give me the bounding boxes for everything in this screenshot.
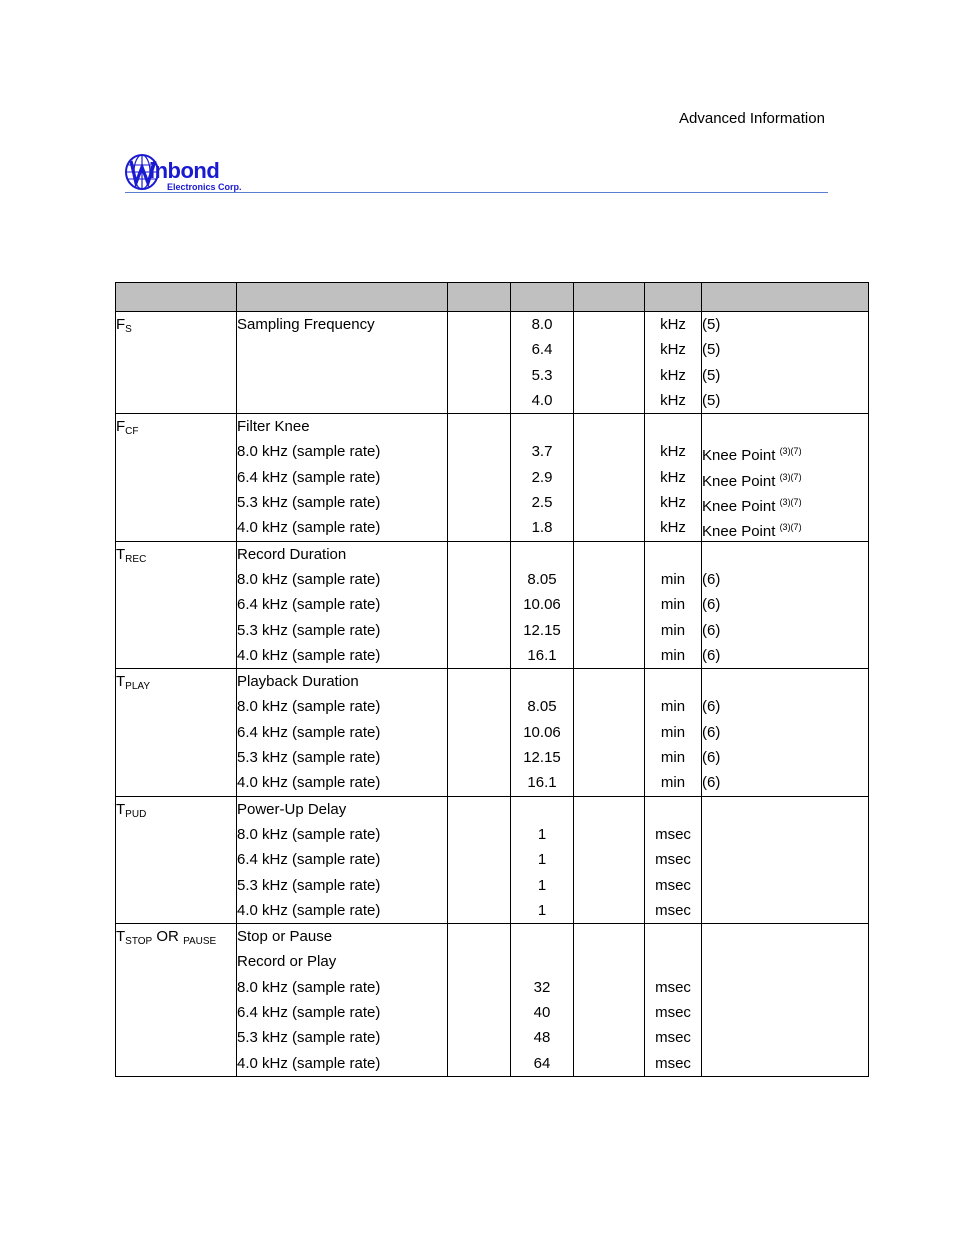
condition-line <box>702 797 868 822</box>
header-cell-symbol <box>116 283 237 312</box>
symbol-text <box>116 669 236 694</box>
parameter-cell <box>237 924 448 1077</box>
units-cell <box>645 669 702 796</box>
min-cell <box>448 669 511 796</box>
unit-value: kHz <box>660 366 686 384</box>
units-cell <box>645 312 702 414</box>
symbol-main: T <box>116 545 126 563</box>
min-cell <box>448 541 511 668</box>
condition-text: (6) <box>702 723 721 741</box>
parameter-line: Filter Knee <box>237 418 310 436</box>
condition-text: (6) <box>702 698 721 716</box>
condition-note-ref: (3)(7) <box>779 471 802 482</box>
condition-text: Knee Point <box>702 447 780 465</box>
parameter-line: 4.0 kHz (sample rate) <box>237 519 381 537</box>
symbol-main: T <box>116 800 126 818</box>
typ-value <box>511 949 573 974</box>
condition-line <box>702 542 868 567</box>
condition-line <box>702 669 868 694</box>
typ-value: 3.7 <box>531 443 553 461</box>
conditions-cell <box>702 669 869 796</box>
max-cell <box>574 541 645 668</box>
condition-text: Knee Point <box>702 472 780 490</box>
header-cell-parameter <box>237 283 448 312</box>
table-row <box>116 669 869 796</box>
condition-line <box>702 1000 868 1025</box>
condition-text: (6) <box>702 646 721 664</box>
condition-line <box>702 975 868 1000</box>
max-cell <box>574 924 645 1077</box>
symbol-main: T <box>116 928 126 946</box>
unit-value <box>645 669 701 694</box>
units-cell <box>645 414 702 541</box>
parameter-cell <box>237 669 448 796</box>
conditions-cell <box>702 924 869 1077</box>
typ-value <box>511 414 573 439</box>
typ-value: 6.4 <box>531 341 553 359</box>
unit-value: min <box>660 646 686 664</box>
typ-value <box>511 924 573 949</box>
min-cell <box>448 924 511 1077</box>
unit-value <box>645 542 701 567</box>
condition-line <box>702 363 868 388</box>
condition-line <box>702 465 868 490</box>
typ-value: 1 <box>537 851 547 869</box>
conditions-cell <box>702 796 869 923</box>
parameter-line: 5.3 kHz (sample rate) <box>237 749 381 767</box>
condition-text: (6) <box>702 570 721 588</box>
parameter-line: 4.0 kHz (sample rate) <box>237 646 381 664</box>
condition-line <box>702 949 868 974</box>
condition-line <box>702 694 868 719</box>
symbol-main: T <box>116 673 126 691</box>
condition-line <box>702 388 868 413</box>
parameter-cell <box>237 796 448 923</box>
typ-value: 12.15 <box>523 749 561 767</box>
max-cell <box>574 796 645 923</box>
typ-value: 16.1 <box>527 646 557 664</box>
typ-value: 8.0 <box>531 316 553 333</box>
symbol-subscript: S <box>125 324 132 335</box>
units-cell <box>645 924 702 1077</box>
header-cell-max <box>574 283 645 312</box>
typ-cell <box>511 541 574 668</box>
condition-line <box>702 515 868 540</box>
typ-value: 48 <box>533 1029 551 1047</box>
parameter-line: 5.3 kHz (sample rate) <box>237 1029 381 1047</box>
symbol-subscript: CF <box>125 426 139 438</box>
symbol-main: F <box>116 316 126 333</box>
typ-value: 1 <box>537 901 547 919</box>
parameter-line: 5.3 kHz (sample rate) <box>237 876 381 894</box>
parameter-line: 6.4 kHz (sample rate) <box>237 1004 381 1022</box>
parameter-cell <box>237 414 448 541</box>
max-cell <box>574 414 645 541</box>
unit-value: msec <box>655 978 691 996</box>
condition-line <box>702 898 868 923</box>
table-row <box>116 312 869 414</box>
unit-value: msec <box>655 851 691 869</box>
unit-value: kHz <box>660 391 686 409</box>
condition-text: (5) <box>702 341 721 359</box>
symbol-subscript-2: PAUSE <box>183 936 217 948</box>
parameter-line: 6.4 kHz (sample rate) <box>237 723 381 741</box>
conditions-cell <box>702 414 869 541</box>
table-row <box>116 541 869 668</box>
condition-text: (6) <box>702 749 721 767</box>
typ-value: 64 <box>533 1054 551 1072</box>
company-logo <box>125 152 250 194</box>
header-cell-units <box>645 283 702 312</box>
condition-line <box>702 1051 868 1076</box>
condition-line <box>702 414 868 439</box>
typ-cell <box>511 312 574 414</box>
max-cell <box>574 312 645 414</box>
typ-value: 10.06 <box>523 596 561 614</box>
header-cell-min <box>448 283 511 312</box>
parameter-line: 8.0 kHz (sample rate) <box>237 978 381 996</box>
condition-line <box>702 770 868 795</box>
symbol-subscript: REC <box>125 553 147 565</box>
typ-value <box>511 797 573 822</box>
unit-value <box>645 949 701 974</box>
parameter-line <box>237 337 447 362</box>
parameter-line: 8.0 kHz (sample rate) <box>237 443 381 461</box>
typ-value: 16.1 <box>527 774 557 792</box>
typ-value: 8.05 <box>527 698 557 716</box>
max-cell <box>574 669 645 796</box>
min-cell <box>448 414 511 541</box>
symbol-text <box>116 924 236 949</box>
condition-line <box>702 643 868 668</box>
symbol-text <box>116 414 236 439</box>
typ-value: 40 <box>533 1004 551 1022</box>
typ-cell <box>511 924 574 1077</box>
condition-line <box>702 592 868 617</box>
unit-value <box>645 924 701 949</box>
parameter-line: Stop or Pause <box>237 928 333 946</box>
parameter-line <box>237 363 447 388</box>
unit-value: msec <box>655 901 691 919</box>
conditions-cell <box>702 541 869 668</box>
parameter-line: Sampling Frequency <box>237 316 375 333</box>
unit-value: kHz <box>660 316 686 333</box>
condition-line <box>702 490 868 515</box>
unit-value: min <box>660 723 686 741</box>
typ-cell <box>511 669 574 796</box>
symbol-cell <box>116 312 237 414</box>
condition-line <box>702 618 868 643</box>
table-row <box>116 796 869 923</box>
symbol-cell <box>116 414 237 541</box>
condition-note-ref: (3)(7) <box>779 522 802 533</box>
parameter-line: 5.3 kHz (sample rate) <box>237 621 381 639</box>
symbol-text <box>116 542 236 567</box>
condition-note-ref: (3)(7) <box>779 446 802 457</box>
condition-line <box>702 924 868 949</box>
condition-text: Knee Point <box>702 523 780 541</box>
parameter-line: 4.0 kHz (sample rate) <box>237 901 381 919</box>
condition-text: Knee Point <box>702 498 780 516</box>
unit-value: msec <box>655 825 691 843</box>
condition-line <box>702 822 868 847</box>
symbol-subscript: PLAY <box>125 681 151 693</box>
symbol-main: F <box>116 418 126 436</box>
unit-value: min <box>660 774 686 792</box>
condition-line <box>702 312 868 337</box>
logo-wordmark: inbond <box>149 158 220 183</box>
unit-value: min <box>660 698 686 716</box>
parameter-line: 8.0 kHz (sample rate) <box>237 570 381 588</box>
unit-value: min <box>660 749 686 767</box>
header-cell-conditions <box>702 283 869 312</box>
parameter-line: 8.0 kHz (sample rate) <box>237 825 381 843</box>
typ-cell <box>511 796 574 923</box>
condition-text: (5) <box>702 366 721 384</box>
condition-line <box>702 720 868 745</box>
typ-value: 12.15 <box>523 621 561 639</box>
unit-value: kHz <box>660 494 686 512</box>
condition-text: (6) <box>702 596 721 614</box>
unit-value: msec <box>655 1029 691 1047</box>
unit-value <box>645 414 701 439</box>
conditions-cell <box>702 312 869 414</box>
condition-line <box>702 337 868 362</box>
unit-value: min <box>660 621 686 639</box>
symbol-cell <box>116 669 237 796</box>
parameter-line: Playback Duration <box>237 673 359 691</box>
parameter-line: 5.3 kHz (sample rate) <box>237 494 381 512</box>
parameter-line: Power-Up Delay <box>237 800 347 818</box>
condition-text: (6) <box>702 621 721 639</box>
header-cell-typ <box>511 283 574 312</box>
unit-value: msec <box>655 876 691 894</box>
symbol-cell <box>116 796 237 923</box>
table-row <box>116 414 869 541</box>
typ-value: 5.3 <box>531 366 553 384</box>
condition-text: (5) <box>702 391 721 409</box>
unit-value: kHz <box>660 468 686 486</box>
min-cell <box>448 796 511 923</box>
typ-cell <box>511 414 574 541</box>
typ-value: 2.5 <box>531 494 553 512</box>
unit-value: kHz <box>660 341 686 359</box>
condition-line <box>702 567 868 592</box>
units-cell <box>645 796 702 923</box>
min-cell <box>448 312 511 414</box>
characteristics-table <box>115 282 869 1077</box>
parameter-line: 4.0 kHz (sample rate) <box>237 774 381 792</box>
symbol-cell <box>116 541 237 668</box>
table-header-row <box>116 283 869 312</box>
parameter-line: 6.4 kHz (sample rate) <box>237 851 381 869</box>
typ-value: 1 <box>537 825 547 843</box>
parameter-cell <box>237 541 448 668</box>
document-status-text: Advanced Information <box>679 110 825 127</box>
condition-note-ref: (3)(7) <box>779 497 802 508</box>
symbol-connector: OR <box>152 928 184 946</box>
condition-line <box>702 439 868 464</box>
parameter-line: 6.4 kHz (sample rate) <box>237 468 381 486</box>
logo-subtitle: Electronics Corp. <box>167 182 242 192</box>
parameter-line: 4.0 kHz (sample rate) <box>237 1054 381 1072</box>
typ-value: 1.8 <box>531 519 553 537</box>
condition-text: (5) <box>702 316 721 333</box>
parameter-line: 8.0 kHz (sample rate) <box>237 698 381 716</box>
typ-value: 4.0 <box>531 391 553 409</box>
condition-line <box>702 745 868 770</box>
symbol-subscript: PUD <box>125 808 147 820</box>
typ-value: 10.06 <box>523 723 561 741</box>
typ-value: 32 <box>533 978 551 996</box>
header-rule <box>125 192 828 193</box>
unit-value: min <box>660 596 686 614</box>
condition-line <box>702 1025 868 1050</box>
parameter-cell <box>237 312 448 414</box>
typ-value: 8.05 <box>527 570 557 588</box>
condition-line <box>702 847 868 872</box>
parameter-line: Record Duration <box>237 545 347 563</box>
typ-value <box>511 669 573 694</box>
unit-value: min <box>660 570 686 588</box>
unit-value: kHz <box>660 519 686 537</box>
condition-line <box>702 873 868 898</box>
typ-value <box>511 542 573 567</box>
typ-value: 1 <box>537 876 547 894</box>
symbol-cell <box>116 924 237 1077</box>
condition-text: (6) <box>702 774 721 792</box>
unit-value: kHz <box>660 443 686 461</box>
unit-value: msec <box>655 1004 691 1022</box>
typ-value: 2.9 <box>531 468 553 486</box>
parameter-line <box>237 388 447 413</box>
table-row <box>116 924 869 1077</box>
parameter-line: 6.4 kHz (sample rate) <box>237 596 381 614</box>
symbol-text <box>116 797 236 822</box>
symbol-subscript: STOP <box>125 936 153 948</box>
parameter-line: Record or Play <box>237 953 337 971</box>
unit-value <box>645 797 701 822</box>
units-cell <box>645 541 702 668</box>
unit-value: msec <box>655 1054 691 1072</box>
symbol-text <box>116 312 236 337</box>
